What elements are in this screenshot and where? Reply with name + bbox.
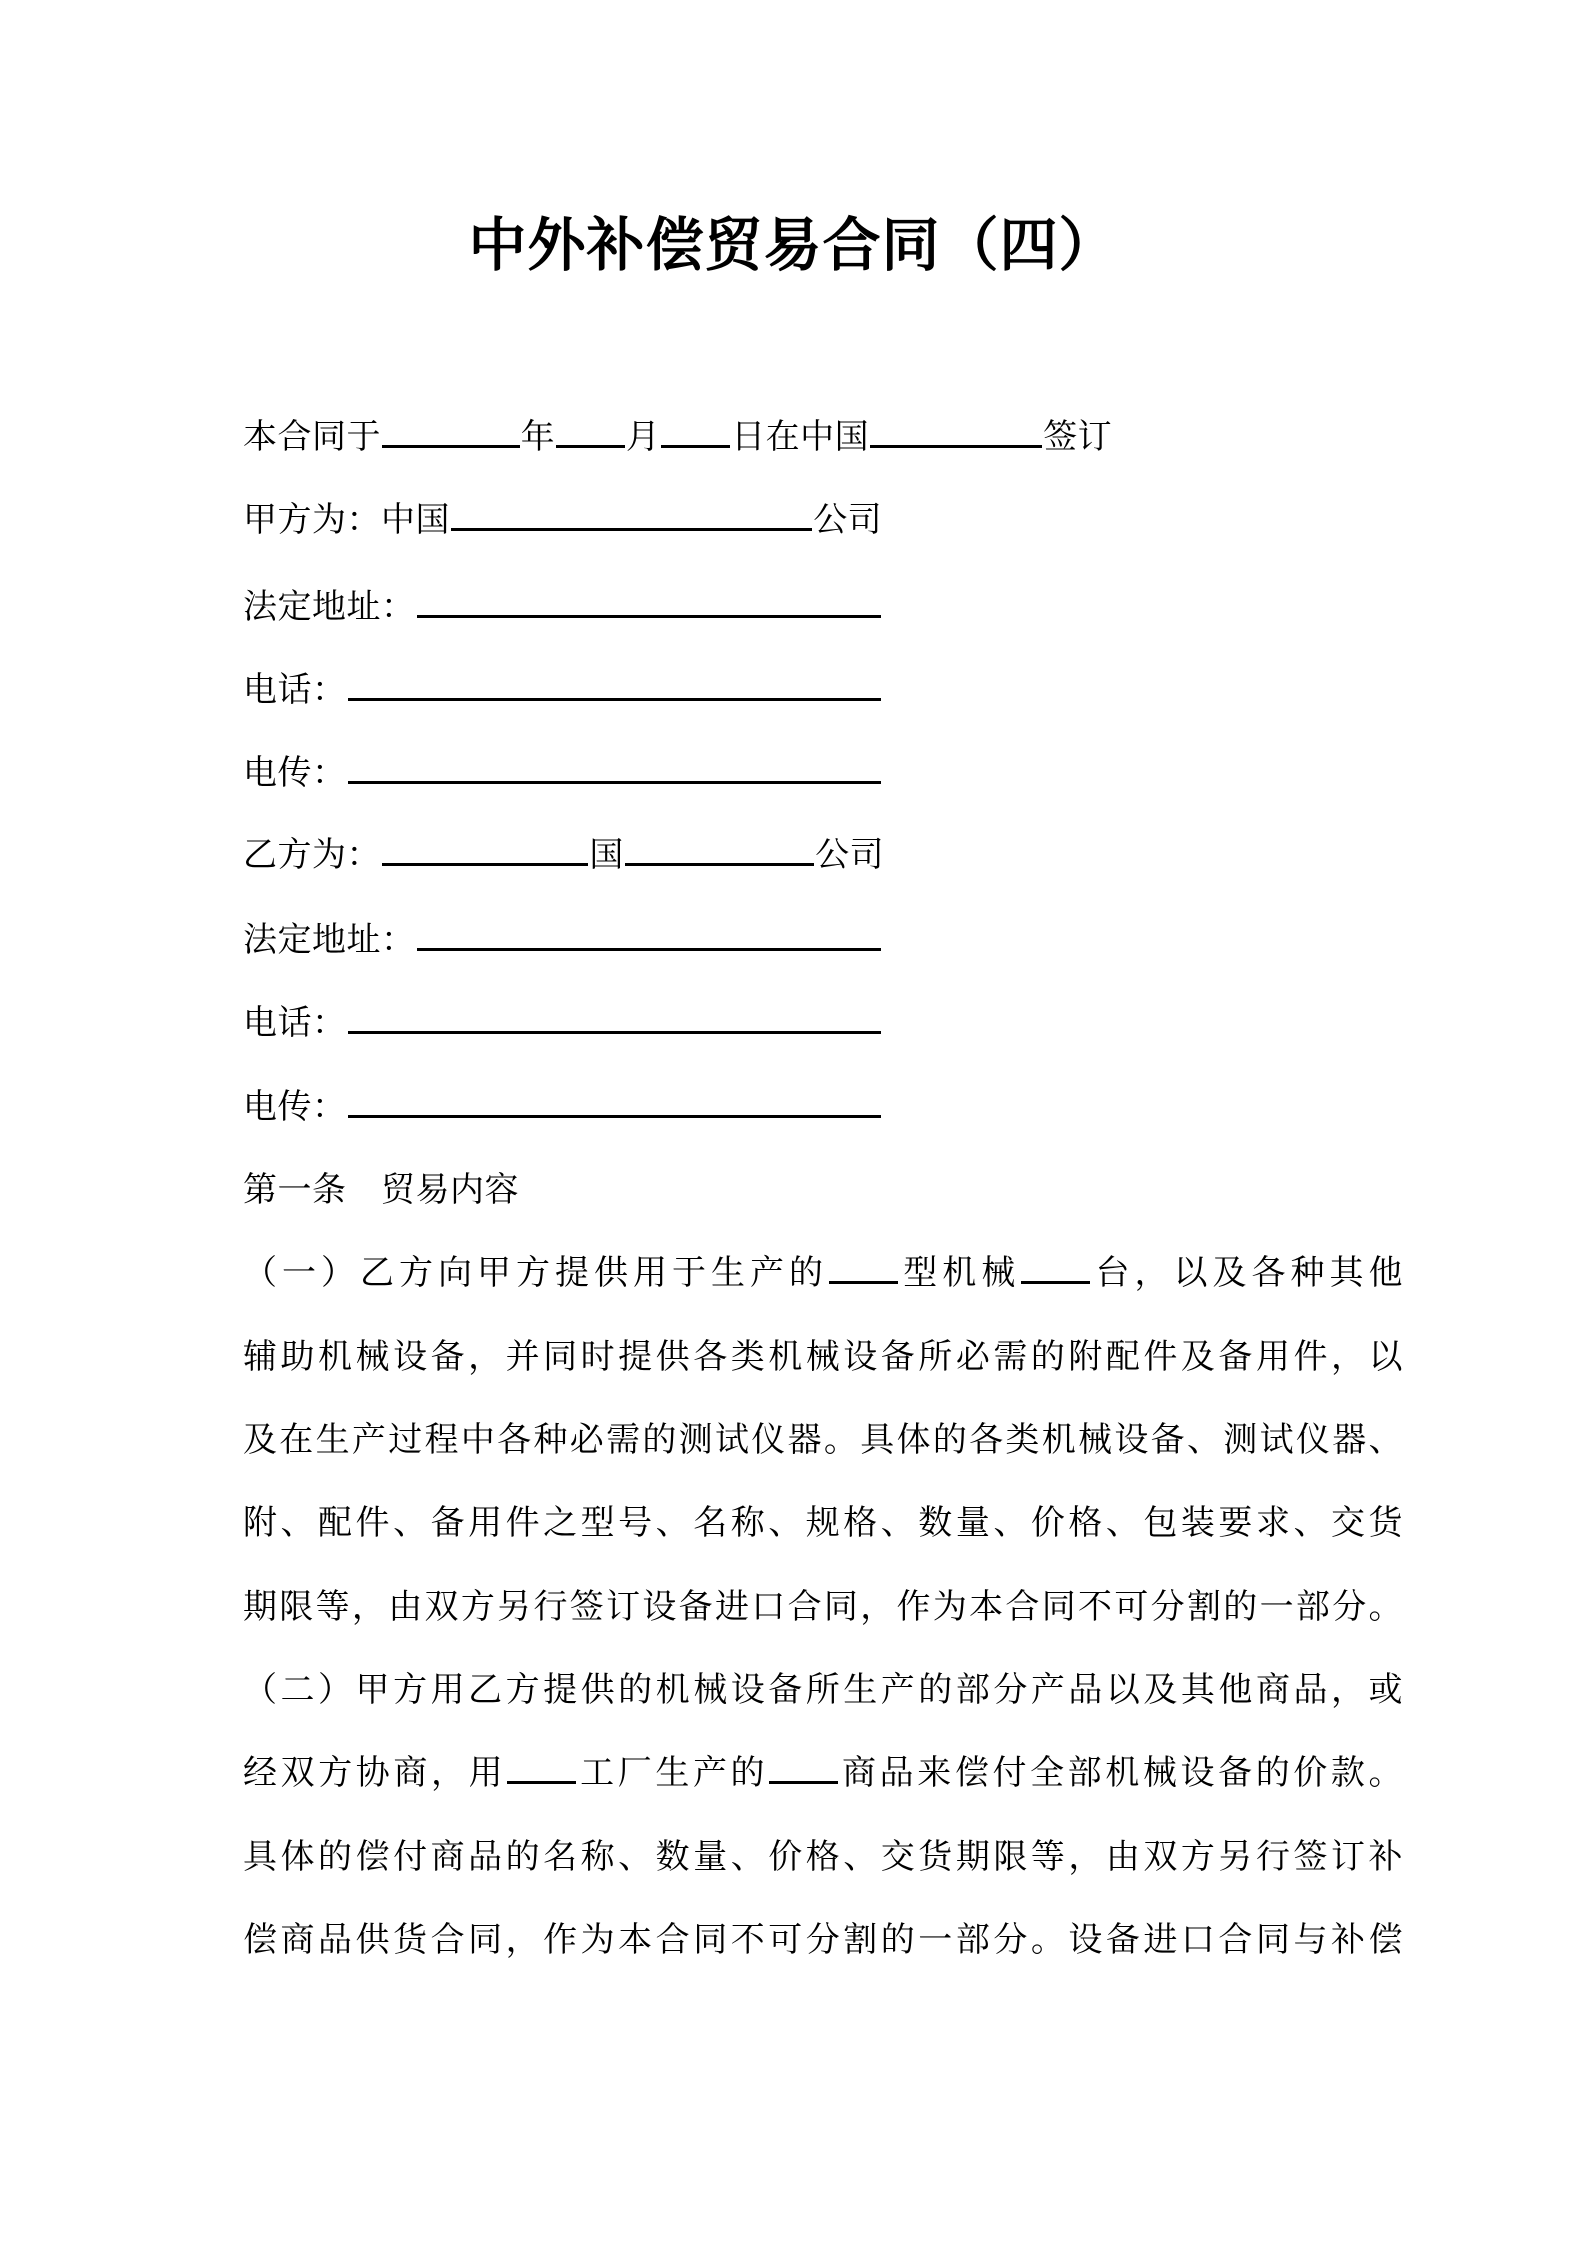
paragraph-line — [243, 1248, 1403, 1298]
paragraph-line — [243, 1582, 1403, 1632]
document-title: 中外补偿贸易合同（四） — [468, 211, 1118, 279]
fill-in-blank[interactable] — [507, 1751, 576, 1784]
line-text: （一）乙方向甲方提供用于生产的 — [243, 1253, 828, 1293]
party-a-address-line — [243, 582, 882, 632]
fill-in-blank[interactable] — [348, 751, 881, 784]
fill-in-blank[interactable] — [661, 415, 730, 448]
party-b-telex-line — [243, 1082, 882, 1132]
party-b-line — [243, 830, 884, 880]
line-text: 日在中国 — [731, 417, 870, 457]
paragraph-line — [243, 1915, 1403, 1965]
line-text: （二）甲方用乙方提供的机械设备所生产的部分产品以及其他商品，或 — [243, 1670, 1403, 1710]
party-b-phone-line — [243, 998, 882, 1048]
party-a-telex-line — [243, 748, 882, 798]
line-text: 辅助机械设备，并同时提供各类机械设备所必需的附配件及备用件，以 — [243, 1337, 1403, 1377]
line-text: 具体的偿付商品的名称、数量、价格、交货期限等，由双方另行签订补 — [243, 1837, 1403, 1877]
party-a-phone-line — [243, 665, 882, 715]
line-text: 电传： — [243, 753, 347, 793]
line-text: 期限等，由双方另行签订设备进口合同，作为本合同不可分割的一部分。 — [243, 1587, 1403, 1627]
fill-in-blank[interactable] — [451, 498, 812, 531]
line-text: 法定地址： — [243, 587, 416, 627]
line-text: 本合同于 — [243, 417, 381, 457]
line-text: 电话： — [243, 670, 347, 710]
signing-date-line — [243, 412, 1112, 462]
line-text: 国 — [589, 835, 624, 875]
line-text: 公司 — [813, 500, 883, 540]
fill-in-blank[interactable] — [382, 833, 588, 866]
paragraph-line — [243, 1415, 1403, 1465]
line-text: 公司 — [815, 835, 885, 875]
fill-in-blank[interactable] — [348, 1085, 881, 1118]
fill-in-blank[interactable] — [769, 1751, 838, 1784]
fill-in-blank[interactable] — [1021, 1251, 1090, 1284]
party-a-line — [243, 495, 882, 545]
paragraph-line — [243, 1498, 1403, 1548]
paragraph-line — [243, 1748, 1403, 1798]
line-text: 年 — [520, 417, 556, 457]
line-text: 型机械 — [898, 1253, 1021, 1293]
line-text: 电话： — [243, 1003, 347, 1043]
paragraph-line — [243, 1832, 1403, 1882]
fill-in-blank[interactable] — [829, 1251, 898, 1284]
fill-in-blank[interactable] — [348, 668, 881, 701]
fill-in-blank[interactable] — [417, 585, 881, 618]
fill-in-blank[interactable] — [382, 415, 520, 448]
line-text: 及在生产过程中各种必需的测试仪器。具体的各类机械设备、测试仪器、 — [243, 1420, 1403, 1460]
line-text: 乙方为： — [243, 835, 381, 875]
line-text: 法定地址： — [243, 920, 416, 960]
fill-in-blank[interactable] — [556, 415, 625, 448]
line-text: 台，以及各种其他 — [1091, 1253, 1404, 1293]
fill-in-blank[interactable] — [625, 833, 814, 866]
line-text: 经双方协商，用 — [243, 1753, 507, 1793]
line-text: 签订 — [1043, 417, 1113, 457]
line-text: 商品来偿付全部机械设备的价款。 — [838, 1753, 1404, 1793]
article-1-heading: 第一条 贸易内容 — [243, 1170, 519, 1210]
fill-in-blank[interactable] — [417, 918, 881, 951]
fill-in-blank[interactable] — [870, 415, 1042, 448]
line-text: 甲方为：中国 — [243, 500, 450, 540]
party-b-address-line — [243, 915, 882, 965]
line-text: 附、配件、备用件之型号、名称、规格、数量、价格、包装要求、交货 — [243, 1503, 1403, 1543]
line-text: 月 — [625, 417, 661, 457]
paragraph-line — [243, 1332, 1403, 1382]
line-text: 电传： — [243, 1087, 347, 1127]
fill-in-blank[interactable] — [348, 1001, 881, 1034]
line-text: 工厂生产的 — [577, 1753, 769, 1793]
paragraph-line — [243, 1665, 1403, 1715]
line-text: 偿商品供货合同，作为本合同不可分割的一部分。设备进口合同与补偿 — [243, 1920, 1403, 1960]
